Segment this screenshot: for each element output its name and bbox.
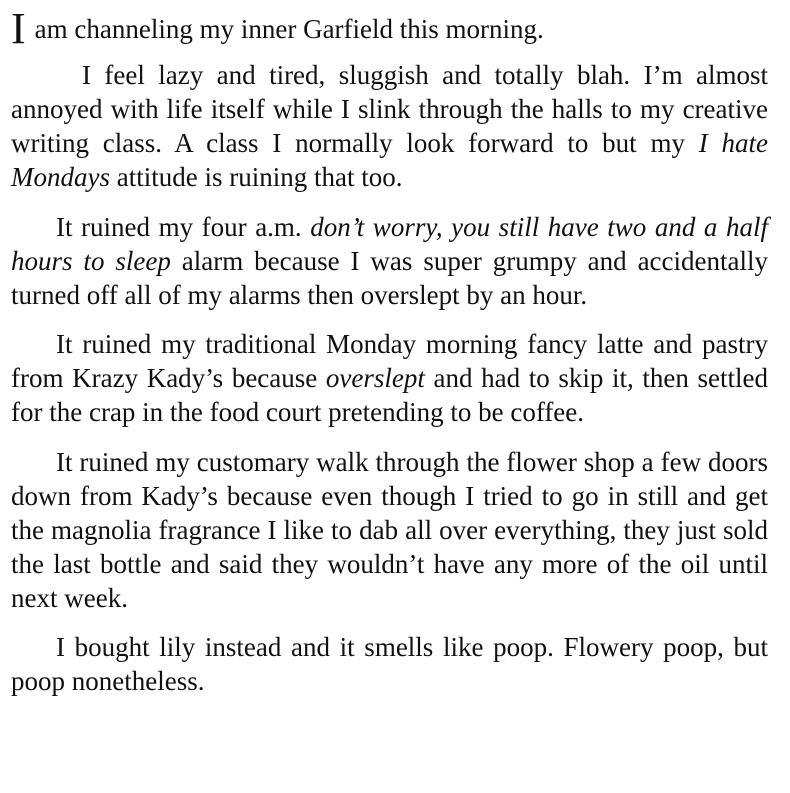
italic-phrase: overslept (325, 363, 425, 393)
drop-cap: I (11, 4, 26, 53)
italic-phrase: I hate Mondays (11, 128, 768, 192)
paragraph-text: am channeling my inner Garfield this morning. (34, 14, 544, 44)
paragraph-text: It ruined my traditional Monday morning fancy latte and pastry from Krazy Kady’s because (11, 329, 768, 393)
paragraph (11, 210, 768, 312)
paragraph-text: I bought lily instead and it smells like poop. Flowery poop, but poop nonetheless. (11, 632, 768, 696)
paragraph-text: alarm because I was super grumpy and accidentally turned off all of my alarms then overslept by an hour. (11, 245, 768, 310)
paragraph-text: and had to skip it, then settled for the crap in the food court pretending to be coffee. (11, 363, 768, 427)
paragraph (11, 630, 768, 698)
paragraph-text: I feel lazy and tired, sluggish and totally blah. I’m almost annoyed with life itself while I slink through the halls to my creative writing class. A class I normally look forward to but my (11, 60, 768, 158)
paragraph (11, 445, 768, 615)
opening-paragraph (11, 4, 768, 53)
paragraph (11, 327, 768, 429)
paragraph (11, 58, 768, 194)
paragraph-text: attitude is ruining that too. (109, 162, 403, 192)
paragraph-text: It ruined my customary walk through the flower shop a few doors down from Kady’s because even though I tried to go in still and get the magnolia fragrance I like to dab all over everything, they just sold the last bottle and said they wouldn’t have any more of the oil until next week. (11, 446, 768, 613)
paragraph-text: It ruined my four a.m. (56, 211, 311, 242)
italic-phrase: don’t worry, you still have two and a half hours to sleep (11, 211, 768, 276)
